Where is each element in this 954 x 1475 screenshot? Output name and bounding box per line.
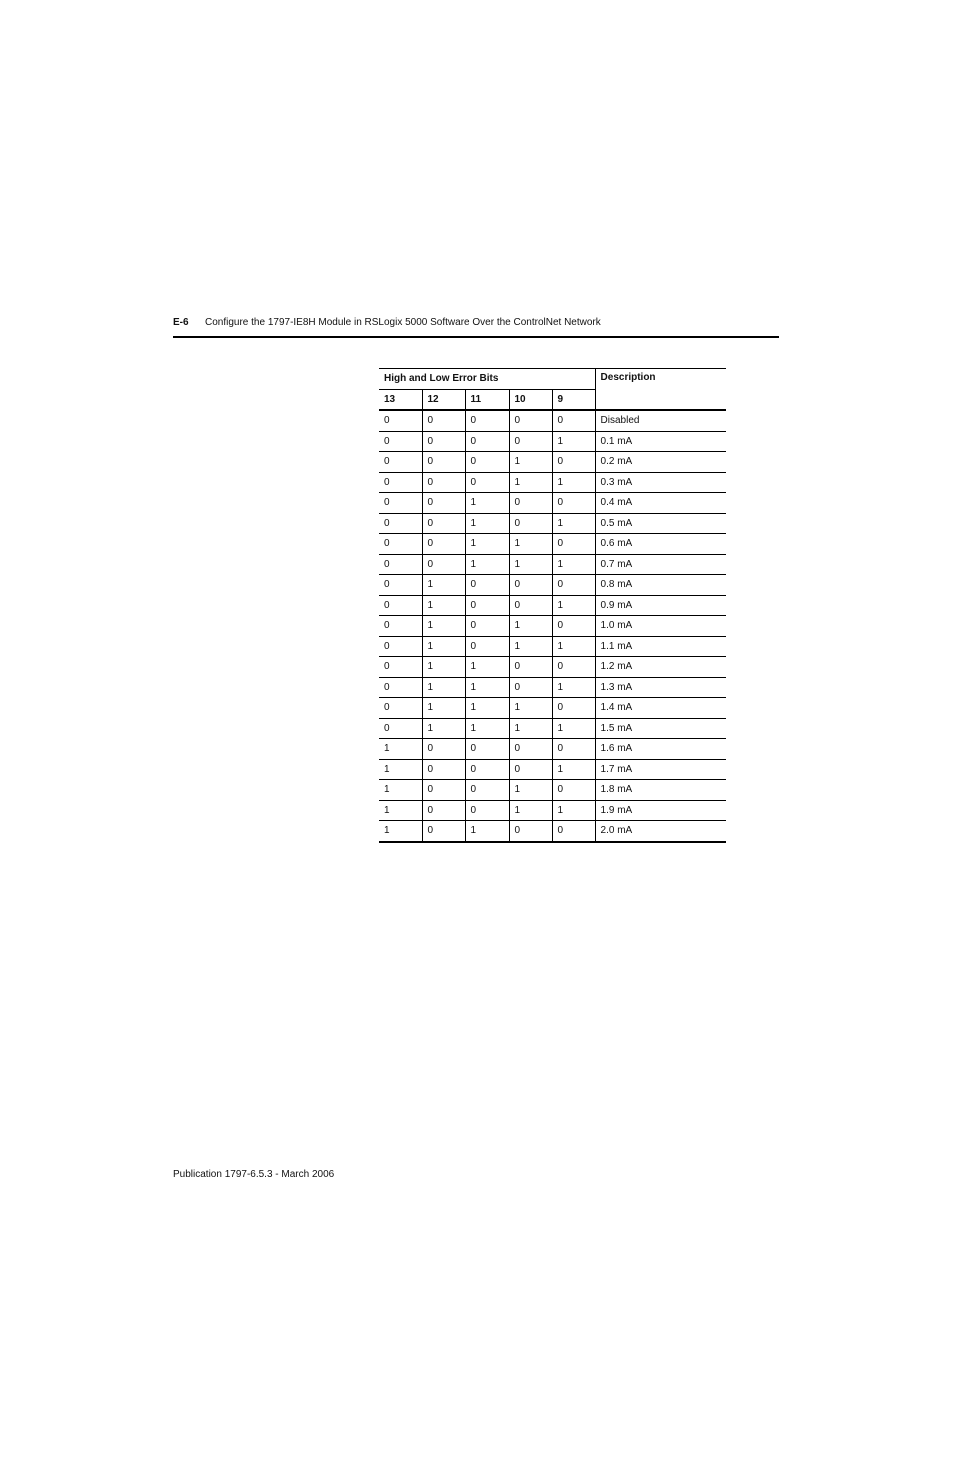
bit-cell: 0: [465, 575, 509, 596]
bit-cell: 0: [509, 821, 552, 842]
bit-cell: 1: [509, 800, 552, 821]
description-cell: 0.2 mA: [595, 452, 726, 473]
description-cell: 1.6 mA: [595, 739, 726, 760]
bit-cell: 0: [422, 800, 465, 821]
bit-cell: 1: [379, 800, 422, 821]
bit-cell: 0: [509, 431, 552, 452]
bit-cell: 0: [379, 493, 422, 514]
table-row: [379, 595, 726, 616]
bit-cell: 0: [422, 554, 465, 575]
bit-header: 11: [465, 389, 509, 410]
bit-cell: 0: [509, 657, 552, 678]
bit-cell: 1: [465, 493, 509, 514]
bit-cell: 0: [509, 677, 552, 698]
bit-cell: 0: [379, 472, 422, 493]
bit-cell: 0: [422, 821, 465, 842]
bit-cell: 0: [465, 595, 509, 616]
bit-cell: 0: [422, 534, 465, 555]
bit-cell: 0: [422, 431, 465, 452]
bit-cell: 1: [422, 718, 465, 739]
bit-cell: 0: [422, 493, 465, 514]
bit-cell: 0: [379, 534, 422, 555]
bit-cell: 1: [465, 821, 509, 842]
bit-cell: 1: [465, 698, 509, 719]
description-cell: 0.3 mA: [595, 472, 726, 493]
bit-cell: 0: [552, 534, 595, 555]
bit-cell: 0: [552, 821, 595, 842]
page-number: E-6: [173, 317, 189, 328]
table-row: [379, 636, 726, 657]
description-cell: 1.5 mA: [595, 718, 726, 739]
bit-header: 9: [552, 389, 595, 410]
bit-cell: 1: [379, 821, 422, 842]
bit-cell: 1: [509, 534, 552, 555]
bit-cell: 0: [552, 575, 595, 596]
bit-cell: 0: [465, 800, 509, 821]
bit-cell: 0: [379, 595, 422, 616]
bit-cell: 1: [422, 636, 465, 657]
bit-cell: 1: [422, 677, 465, 698]
bit-cell: 0: [422, 780, 465, 801]
bit-cell: 1: [552, 759, 595, 780]
table-row: [379, 431, 726, 452]
bit-cell: 0: [465, 759, 509, 780]
description-cell: Disabled: [595, 410, 726, 431]
bit-cell: 1: [509, 616, 552, 637]
table-row: [379, 718, 726, 739]
table-row: [379, 513, 726, 534]
description-cell: 2.0 mA: [595, 821, 726, 842]
description-cell: 0.7 mA: [595, 554, 726, 575]
table-row: [379, 698, 726, 719]
description-cell: 1.9 mA: [595, 800, 726, 821]
description-cell: 1.2 mA: [595, 657, 726, 678]
bit-cell: 1: [379, 759, 422, 780]
bit-cell: 0: [379, 452, 422, 473]
table-row: [379, 780, 726, 801]
table-row: [379, 575, 726, 596]
bit-cell: 1: [465, 718, 509, 739]
table-row: [379, 554, 726, 575]
bit-cell: 0: [552, 657, 595, 678]
description-cell: 1.3 mA: [595, 677, 726, 698]
table-row: [379, 821, 726, 842]
bit-cell: 0: [552, 739, 595, 760]
bit-cell: 0: [379, 677, 422, 698]
bit-cell: 0: [379, 698, 422, 719]
bit-cell: 0: [379, 554, 422, 575]
table-row: [379, 452, 726, 473]
bit-cell: 0: [379, 513, 422, 534]
bit-cell: 1: [509, 718, 552, 739]
bit-cell: 0: [552, 410, 595, 431]
bit-cell: 0: [422, 472, 465, 493]
bit-cell: 1: [552, 554, 595, 575]
description-cell: 1.1 mA: [595, 636, 726, 657]
bit-cell: 1: [552, 513, 595, 534]
bit-cell: 0: [509, 759, 552, 780]
bit-cell: 1: [465, 513, 509, 534]
table-row: [379, 493, 726, 514]
bit-cell: 0: [465, 472, 509, 493]
bit-cell: 0: [465, 452, 509, 473]
description-cell: 0.5 mA: [595, 513, 726, 534]
bit-cell: 1: [379, 780, 422, 801]
bit-cell: 1: [509, 554, 552, 575]
bit-cell: 0: [509, 739, 552, 760]
bit-cell: 0: [552, 698, 595, 719]
bit-cell: 0: [422, 739, 465, 760]
description-cell: 1.4 mA: [595, 698, 726, 719]
bit-cell: 0: [509, 575, 552, 596]
bit-cell: 1: [379, 739, 422, 760]
group-header: High and Low Error Bits: [379, 369, 595, 390]
bit-cell: 0: [465, 410, 509, 431]
table-row: [379, 534, 726, 555]
bit-cell: 0: [509, 410, 552, 431]
bit-cell: 0: [465, 739, 509, 760]
bit-cell: 1: [552, 800, 595, 821]
bit-cell: 1: [509, 452, 552, 473]
table-row: [379, 472, 726, 493]
table-row: [379, 657, 726, 678]
bit-cell: 1: [422, 575, 465, 596]
bit-cell: 1: [465, 534, 509, 555]
table-row: [379, 739, 726, 760]
description-cell: 0.4 mA: [595, 493, 726, 514]
bit-cell: 0: [465, 636, 509, 657]
table-header-row: [379, 369, 726, 390]
description-cell: 0.9 mA: [595, 595, 726, 616]
bit-cell: 1: [552, 472, 595, 493]
bit-header: 10: [509, 389, 552, 410]
description-cell: 0.6 mA: [595, 534, 726, 555]
bit-cell: 1: [422, 657, 465, 678]
bit-cell: 1: [465, 554, 509, 575]
table-row: [379, 616, 726, 637]
bit-cell: 0: [552, 780, 595, 801]
bit-cell: 0: [379, 431, 422, 452]
table-body: [379, 410, 726, 842]
bit-cell: 0: [422, 452, 465, 473]
bit-cell: 1: [552, 718, 595, 739]
description-cell: 1.7 mA: [595, 759, 726, 780]
bit-cell: 1: [465, 677, 509, 698]
bit-cell: 0: [379, 575, 422, 596]
table-row: [379, 677, 726, 698]
description-cell: 0.8 mA: [595, 575, 726, 596]
bit-header: 13: [379, 389, 422, 410]
bit-cell: 0: [465, 431, 509, 452]
publication-footer: Publication 1797-6.5.3 - March 2006: [173, 1169, 335, 1180]
description-cell: 1.8 mA: [595, 780, 726, 801]
bit-cell: 0: [465, 616, 509, 637]
bit-cell: 1: [422, 616, 465, 637]
bit-cell: 0: [465, 780, 509, 801]
bit-cell: 1: [509, 472, 552, 493]
bit-cell: 1: [422, 595, 465, 616]
bit-cell: 0: [509, 595, 552, 616]
bit-cell: 1: [552, 431, 595, 452]
bit-cell: 1: [509, 636, 552, 657]
description-cell: 1.0 mA: [595, 616, 726, 637]
running-title: Configure the 1797-IE8H Module in RSLogix 5000 Software Over the ControlNet Network: [205, 317, 601, 328]
table-row: [379, 800, 726, 821]
bit-cell: 1: [509, 698, 552, 719]
bit-cell: 0: [379, 718, 422, 739]
bit-cell: 0: [422, 513, 465, 534]
bit-cell: 0: [422, 410, 465, 431]
bit-cell: 1: [509, 780, 552, 801]
bit-cell: 0: [552, 616, 595, 637]
bit-cell: 1: [552, 595, 595, 616]
bit-cell: 0: [379, 616, 422, 637]
table-row: [379, 759, 726, 780]
description-header: Description: [595, 369, 726, 411]
page-header: [173, 316, 779, 338]
bit-cell: 0: [552, 452, 595, 473]
description-cell: 0.1 mA: [595, 431, 726, 452]
bit-cell: 1: [552, 677, 595, 698]
bit-cell: 1: [552, 636, 595, 657]
bit-cell: 1: [465, 657, 509, 678]
bit-header: 12: [422, 389, 465, 410]
bit-cell: 1: [422, 698, 465, 719]
error-bits-table: [379, 368, 726, 843]
bit-cell: 0: [509, 513, 552, 534]
bit-cell: 0: [552, 493, 595, 514]
bit-cell: 0: [422, 759, 465, 780]
bit-cell: 0: [379, 410, 422, 431]
bit-cell: 0: [509, 493, 552, 514]
table-row: [379, 410, 726, 431]
bit-cell: 0: [379, 657, 422, 678]
bit-cell: 0: [379, 636, 422, 657]
